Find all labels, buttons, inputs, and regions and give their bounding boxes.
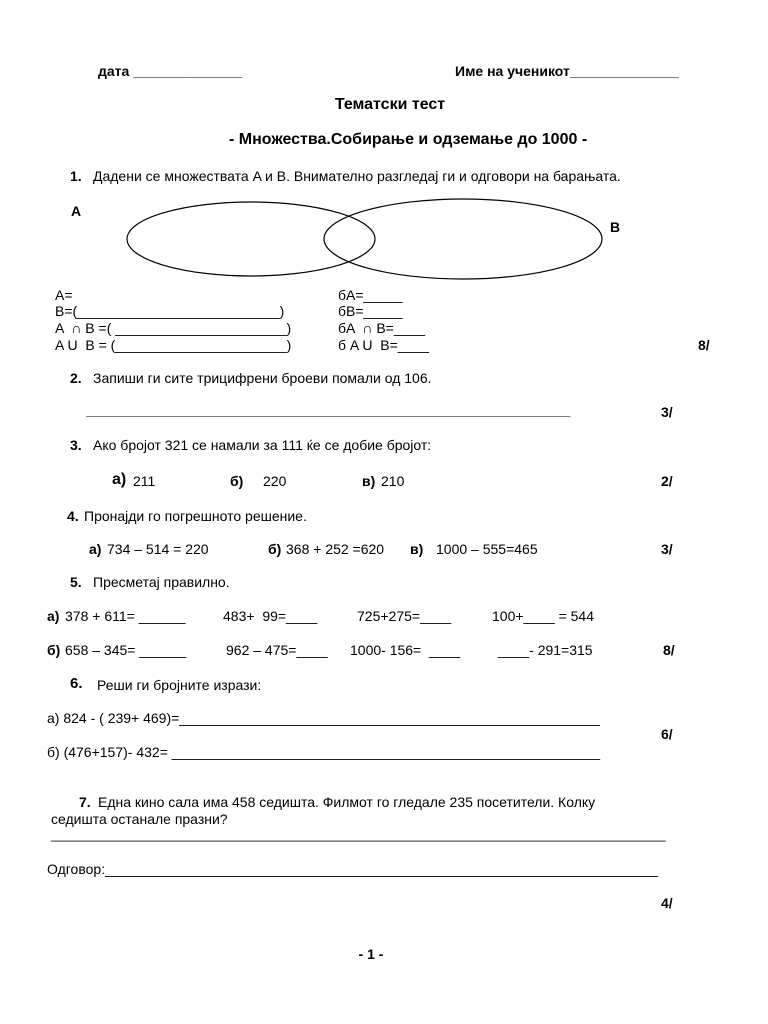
option-value[interactable]: 210: [381, 473, 405, 489]
cardinality-union[interactable]: б A U B=____: [338, 337, 429, 353]
question-text-continued: седишта останале празни?: [51, 811, 228, 827]
question-number: 7.: [79, 794, 91, 810]
option-value[interactable]: 1000 – 555=465: [436, 541, 538, 557]
date-field[interactable]: дата ______________: [98, 63, 243, 79]
option-letter: а): [89, 541, 102, 557]
expression-a[interactable]: а) 824 - ( 239+ 469)=______________________________________________________: [47, 710, 600, 726]
cardinality-intersection[interactable]: бA ∩ B=____: [338, 320, 425, 336]
calc-field[interactable]: 483+ 99=____: [223, 608, 318, 624]
points-badge: 8/: [698, 337, 710, 353]
option-value[interactable]: 220: [263, 473, 287, 489]
question-number: 6.: [70, 675, 83, 692]
question-number: 2.: [70, 370, 82, 386]
cardinality-b[interactable]: бB=_____: [338, 303, 403, 319]
set-a-label: A: [71, 203, 82, 219]
option-value[interactable]: 368 + 252 =620: [286, 541, 385, 557]
answer-line[interactable]: ___________________________________________________________________: [86, 403, 571, 418]
cardinality-a[interactable]: бA=_____: [338, 287, 403, 303]
set-line-b[interactable]: B=(__________________________): [55, 303, 285, 319]
answer-field[interactable]: Одговор:_______________________________________________________________________: [47, 861, 658, 877]
calc-field[interactable]: 725+275=____: [357, 608, 452, 624]
points-badge: 2/: [661, 473, 673, 489]
option-value[interactable]: 734 – 514 = 220: [107, 541, 209, 557]
student-name-field[interactable]: Име на ученикот______________: [455, 63, 679, 79]
test-subtitle: - Множества.Собирање и одземање до 1000 -: [229, 131, 588, 148]
option-value[interactable]: 211: [133, 473, 156, 489]
question-text: Пресметај правилно.: [93, 574, 230, 590]
calc-field[interactable]: ____- 291=315: [498, 642, 593, 658]
answer-rule[interactable]: _____________________________________________________________________________________: [51, 827, 666, 842]
question-number: 5.: [70, 574, 82, 590]
calc-field[interactable]: 962 – 475=____: [226, 642, 328, 658]
option-letter: б): [268, 541, 282, 557]
set-line-a[interactable]: A=: [55, 287, 73, 303]
test-title: Тематски тест: [334, 96, 446, 113]
question-text: Пронајди го погрешното решение.: [84, 508, 307, 524]
expression-b[interactable]: б) (476+157)- 432= _______________________________________________________: [47, 744, 600, 760]
question-text: Ако бројот 321 се намали за 111 ќе се добие бројот:: [93, 437, 432, 453]
set-b-label: B: [610, 219, 621, 235]
question-number: 3.: [70, 437, 82, 453]
set-a-ellipse: [127, 202, 375, 276]
question-text: Реши ги бројните изрази:: [97, 677, 262, 693]
page-number: - 1 -: [358, 946, 384, 962]
option-letter: а): [112, 471, 127, 488]
option-letter: в): [362, 473, 376, 489]
row-letter: а): [47, 608, 60, 624]
set-line-intersection[interactable]: A ∩ B =( ______________________): [55, 320, 292, 336]
points-badge: 3/: [661, 541, 673, 557]
points-badge: 6/: [661, 726, 673, 742]
option-letter: в): [410, 541, 424, 557]
points-badge: 3/: [661, 404, 673, 420]
question-number: 1.: [70, 168, 82, 184]
calc-field[interactable]: 1000- 156= ____: [350, 642, 461, 658]
set-b-ellipse: [324, 199, 602, 279]
question-text: Дадени се множествата A и B. Внимателно разгледај ги и одговори на барањата.: [93, 168, 621, 184]
question-number: 4.: [67, 508, 79, 524]
row-letter: б): [47, 642, 61, 658]
question-text: Запиши ги сите трицифрени броеви помали од 106.: [93, 370, 432, 386]
calc-field[interactable]: 658 – 345= ______: [65, 642, 187, 658]
calc-field[interactable]: 100+____ = 544: [492, 608, 594, 624]
set-line-union[interactable]: A U B = (______________________): [55, 337, 292, 353]
points-badge: 8/: [663, 642, 675, 658]
option-letter: б): [230, 473, 244, 489]
question-text: Една кино сала има 458 седишта. Филмот го гледале 235 посетители. Колку: [98, 794, 596, 810]
calc-field[interactable]: 378 + 611= ______: [65, 608, 186, 624]
points-badge: 4/: [661, 895, 673, 911]
